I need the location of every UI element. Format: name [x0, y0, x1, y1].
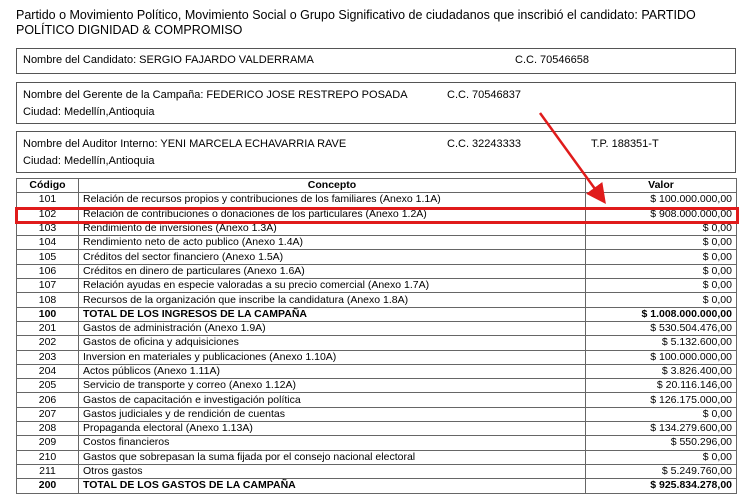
row-concept: Gastos judiciales y de rendición de cuentas [79, 407, 586, 421]
row-code: 107 [17, 279, 79, 293]
row-value: $ 100.000.000,00 [586, 350, 737, 364]
row-code: 105 [17, 250, 79, 264]
party-line: Partido o Movimiento Político, Movimiento Social o Grupo Significativo de ciudadanos que inscribió el candidato: PARTIDO POLÍTICO DIGNIDAD & COMPROMISO [16, 8, 696, 37]
row-concept: Propaganda electoral (Anexo 1.13A) [79, 422, 586, 436]
row-code: 104 [17, 236, 79, 250]
row-concept: TOTAL DE LOS GASTOS DE LA CAMPAÑA [79, 479, 586, 493]
row-value: $ 5.132.600,00 [586, 336, 737, 350]
row-concept: Gastos de capacitación e investigación política [79, 393, 586, 407]
row-value: $ 0,00 [586, 407, 737, 421]
row-value: $ 126.175.000,00 [586, 393, 737, 407]
row-value: $ 0,00 [586, 264, 737, 278]
auditor-city: Ciudad: Medellín,Antioquia [23, 155, 155, 167]
row-value: $ 0,00 [586, 250, 737, 264]
row-value: $ 1.008.000.000,00 [586, 307, 737, 321]
row-concept: Servicio de transporte y correo (Anexo 1.12A) [79, 379, 586, 393]
row-concept: Rendimiento neto de acto publico (Anexo 1.4A) [79, 236, 586, 250]
row-value: $ 5.249.760,00 [586, 464, 737, 478]
row-code: 106 [17, 264, 79, 278]
row-concept: TOTAL DE LOS INGRESOS DE LA CAMPAÑA [79, 307, 586, 321]
row-code: 103 [17, 221, 79, 235]
row-concept: Gastos de oficina y adquisiciones [79, 336, 586, 350]
row-concept: Recursos de la organización que inscribe la candidatura (Anexo 1.8A) [79, 293, 586, 307]
row-code: 200 [17, 479, 79, 493]
row-concept: Relación ayudas en especie valoradas a su precio comercial (Anexo 1.7A) [79, 279, 586, 293]
candidate-cc: C.C. 70546658 [515, 54, 589, 66]
row-value: $ 925.834.278,00 [586, 479, 737, 493]
row-value: $ 3.826.400,00 [586, 364, 737, 378]
row-code: 209 [17, 436, 79, 450]
row-value: $ 0,00 [586, 236, 737, 250]
row-value: $ 0,00 [586, 221, 737, 235]
auditor-name: Nombre del Auditor Interno: YENI MARCELA ECHAVARRIA RAVE [23, 138, 347, 150]
row-code: 206 [17, 393, 79, 407]
row-concept: Actos públicos (Anexo 1.11A) [79, 364, 586, 378]
manager-cc: C.C. 70546837 [447, 89, 521, 101]
row-code: 204 [17, 364, 79, 378]
row-code: 201 [17, 321, 79, 335]
row-value: $ 0,00 [586, 293, 737, 307]
row-value: $ 530.504.476,00 [586, 321, 737, 335]
row-concept: Otros gastos [79, 464, 586, 478]
header-concept: Concepto [79, 179, 586, 193]
row-value: $ 908.000.000,00 [586, 207, 737, 221]
row-code: 205 [17, 379, 79, 393]
row-concept: Créditos en dinero de particulares (Anexo 1.6A) [79, 264, 586, 278]
row-code: 102 [17, 207, 79, 221]
row-code: 100 [17, 307, 79, 321]
auditor-cc: C.C. 32243333 [447, 138, 521, 150]
row-code: 207 [17, 407, 79, 421]
row-concept: Relación de recursos propios y contribuciones de los familiares (Anexo 1.1A) [79, 193, 586, 207]
row-value: $ 134.279.600,00 [586, 422, 737, 436]
row-code: 210 [17, 450, 79, 464]
row-code: 202 [17, 336, 79, 350]
row-concept: Costos financieros [79, 436, 586, 450]
header-code: Código [17, 179, 79, 193]
auditor-tp: T.P. 188351-T [591, 138, 659, 150]
row-concept: Créditos del sector financiero (Anexo 1.5A) [79, 250, 586, 264]
row-value: $ 0,00 [586, 279, 737, 293]
row-code: 208 [17, 422, 79, 436]
row-concept: Gastos de administración (Anexo 1.9A) [79, 321, 586, 335]
row-value: $ 20.116.146,00 [586, 379, 737, 393]
manager-city: Ciudad: Medellín,Antioquia [23, 106, 155, 118]
row-code: 211 [17, 464, 79, 478]
row-code: 108 [17, 293, 79, 307]
row-concept: Relación de contribuciones o donaciones de los particulares (Anexo 1.2A) [79, 207, 586, 221]
candidate-name: Nombre del Candidato: SERGIO FAJARDO VALDERRAMA [23, 54, 314, 66]
row-value: $ 0,00 [586, 450, 737, 464]
row-concept: Gastos que sobrepasan la suma fijada por el consejo nacional electoral [79, 450, 586, 464]
row-value: $ 550.296,00 [586, 436, 737, 450]
row-value: $ 100.000.000,00 [586, 193, 737, 207]
row-concept: Inversion en materiales y publicaciones (Anexo 1.10A) [79, 350, 586, 364]
manager-name: Nombre del Gerente de la Campaña: FEDERICO JOSE RESTREPO POSADA [23, 89, 408, 101]
row-concept: Rendimiento de inversiones (Anexo 1.3A) [79, 221, 586, 235]
row-code: 203 [17, 350, 79, 364]
row-code: 101 [17, 193, 79, 207]
header-value: Valor [586, 179, 737, 193]
